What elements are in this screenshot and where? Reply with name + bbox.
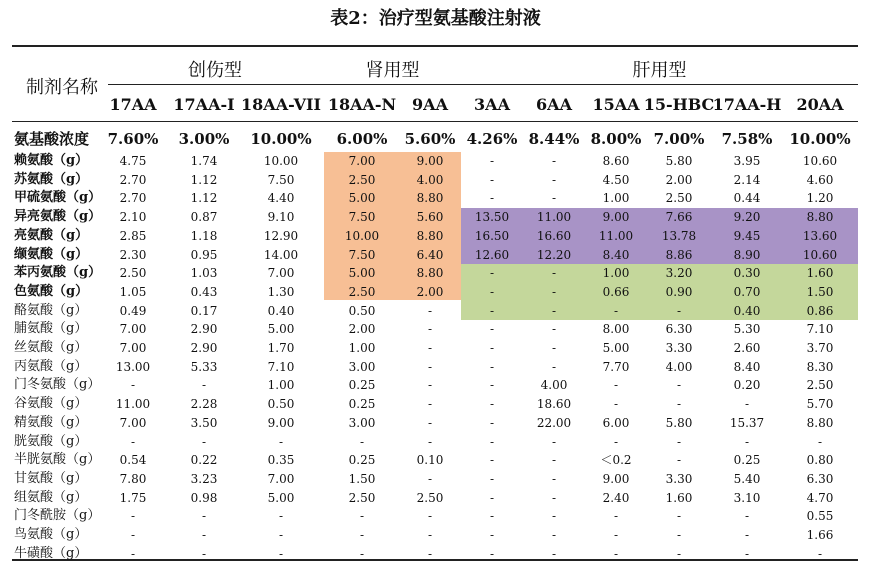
- table-cell: 8.80: [416, 191, 444, 206]
- top-rule: [12, 45, 858, 47]
- row-label: 赖氨酸（g）: [14, 153, 89, 168]
- table-cell: 16.50: [474, 228, 510, 243]
- table-cell: 7.50: [348, 210, 376, 225]
- concentration-value: 8.00%: [590, 130, 642, 148]
- table-cell: 2.40: [602, 490, 630, 505]
- row-label: 丝氨酸（g）: [14, 340, 88, 355]
- table-cell: 5.00: [267, 322, 295, 337]
- table-cell: 2.90: [190, 341, 218, 355]
- table-cell: 13.50: [474, 210, 510, 225]
- table-cell: -: [130, 509, 136, 524]
- table-cell: 0.87: [190, 210, 218, 225]
- table-cell: 9.00: [416, 154, 444, 168]
- row-label: 亮氨酸（g）: [14, 227, 89, 243]
- table-cell: 1.50: [806, 284, 834, 299]
- table-cell: 0.20: [733, 378, 761, 393]
- table-cell: 2.70: [119, 191, 147, 206]
- table-cell: -: [613, 509, 619, 524]
- table-cell: -: [551, 266, 557, 281]
- table-cell: 5.80: [665, 154, 693, 168]
- table-cell: -: [613, 434, 619, 449]
- table-cell: -: [201, 434, 207, 449]
- table-cell: -: [613, 303, 619, 318]
- table-cell: 0.80: [806, 453, 834, 468]
- column-header: 17AA: [109, 95, 157, 114]
- table-cell: -: [489, 397, 495, 412]
- table-cell: 2.10: [119, 210, 147, 225]
- table-cell: 1.12: [190, 191, 218, 206]
- table-cell: 0.35: [267, 453, 295, 468]
- table-cell: 2.60: [733, 341, 761, 355]
- table-cell: 9.20: [733, 210, 761, 225]
- row-label: 胱氨酸（g）: [14, 433, 88, 449]
- table-cell: -: [551, 172, 557, 187]
- table-cell: 5.00: [348, 191, 376, 206]
- table-cell: 0.70: [733, 284, 761, 299]
- table-cell: 4.40: [267, 191, 295, 206]
- table-cell: 0.95: [190, 247, 218, 262]
- column-header: 3AA: [474, 95, 510, 114]
- table-cell: -: [427, 322, 433, 337]
- table-cell: 14.00: [263, 247, 299, 262]
- table-cell: 1.00: [602, 191, 630, 206]
- table-cell: 0.40: [267, 303, 295, 318]
- table-cell: -: [551, 546, 557, 561]
- concentration-value: 3.00%: [178, 130, 230, 148]
- table-cell: 9.00: [602, 210, 630, 225]
- table-cell: 8.90: [733, 247, 761, 262]
- table-cell: 2.50: [416, 490, 444, 505]
- table-cell: 2.50: [348, 284, 376, 299]
- table-cell: 11.00: [115, 397, 151, 412]
- table-cell: 1.66: [806, 528, 834, 542]
- table-cell: 3.30: [665, 341, 693, 355]
- table-cell: -: [359, 509, 365, 524]
- table-cell: 0.25: [348, 397, 376, 412]
- column-header: 9AA: [412, 95, 448, 114]
- table-cell: 0.66: [602, 284, 630, 299]
- table-cell: 2.85: [119, 228, 147, 243]
- table-cell: 9.10: [267, 210, 295, 225]
- table-cell: 22.00: [536, 415, 572, 430]
- row-label: 门冬酰胺（g）: [14, 508, 101, 524]
- table-cell: -: [551, 528, 557, 542]
- table-cell: 5.00: [267, 490, 295, 505]
- table-cell: -: [676, 509, 682, 524]
- table-cell: -: [551, 490, 557, 505]
- table-cell: -: [744, 509, 750, 524]
- row-label: 苯丙氨酸（g）: [14, 265, 102, 281]
- column-header: 6AA: [536, 95, 572, 114]
- table-cell: -: [676, 453, 682, 468]
- table-cell: 3.00: [348, 415, 376, 430]
- table-cell: 1.74: [190, 154, 218, 168]
- table-cell: 13.60: [802, 228, 838, 243]
- column-header: 20AA: [796, 95, 844, 114]
- table-cell: 1.00: [602, 266, 630, 281]
- table-cell: -: [551, 453, 557, 468]
- table-cell: -: [427, 509, 433, 524]
- table-cell: 3.00: [348, 359, 376, 374]
- concentration-label: 氨基酸浓度: [14, 130, 90, 148]
- row-label: 谷氨酸（g）: [14, 396, 88, 412]
- table-cell: 3.95: [733, 154, 761, 168]
- table-cell: -: [278, 509, 284, 524]
- table-cell: 1.00: [348, 341, 376, 355]
- table-cell: 12.90: [263, 228, 299, 243]
- row-label: 丙氨酸（g）: [14, 358, 88, 374]
- table-cell: -: [278, 528, 284, 542]
- table-cell: 8.00: [602, 322, 630, 337]
- table-cell: 0.43: [190, 284, 218, 299]
- table-cell: 15.37: [729, 415, 765, 430]
- row-label: 精氨酸（g）: [14, 414, 88, 430]
- table-cell: 5.30: [733, 322, 761, 337]
- table-cell: 2.90: [190, 322, 218, 337]
- table-cell: -: [489, 191, 495, 206]
- table-cell: 7.00: [119, 341, 147, 355]
- table-cell: 4.00: [540, 378, 568, 393]
- table-cell: 16.60: [536, 228, 572, 243]
- table-cell: -: [489, 266, 495, 281]
- group-header-renal: 肾用型: [365, 60, 420, 81]
- table-cell: 5.00: [602, 341, 630, 355]
- table-cell: -: [278, 434, 284, 449]
- table-cell: 3.20: [665, 266, 693, 281]
- row-label: 酪氨酸（g）: [14, 302, 88, 318]
- table-cell: -: [676, 303, 682, 318]
- table-cell: 5.40: [733, 471, 761, 486]
- table-cell: 2.00: [665, 172, 693, 187]
- table-cell: 2.30: [119, 247, 147, 262]
- table-cell: 7.00: [267, 471, 295, 486]
- table-cell: 0.50: [348, 303, 376, 318]
- concentration-value: 8.44%: [528, 130, 580, 148]
- row-label: 牛磺酸（g）: [14, 545, 88, 561]
- table-cell: 1.20: [806, 191, 834, 206]
- row-label: 甲硫氨酸（g）: [14, 190, 102, 206]
- table-cell: 0.50: [267, 397, 295, 412]
- table-cell: 2.50: [665, 191, 693, 206]
- column-header: 15-HBC: [643, 95, 715, 114]
- concentration-value: 6.00%: [336, 130, 388, 148]
- table-cell: 10.00: [344, 228, 380, 243]
- table-cell: 6.30: [665, 322, 693, 337]
- table-cell: 1.18: [190, 228, 218, 243]
- row-header-label: 制剂名称: [26, 77, 98, 98]
- table-cell: 7.66: [665, 210, 693, 225]
- table-cell: 3.23: [190, 471, 218, 486]
- table-cell: -: [817, 434, 823, 449]
- group-header-trauma: 创伤型: [188, 60, 242, 81]
- row-label: 鸟氨酸（g）: [14, 527, 88, 542]
- group-rule: [108, 84, 858, 85]
- table-cell: -: [676, 378, 682, 393]
- table-cell: 8.80: [806, 415, 834, 430]
- table-cell: 8.80: [416, 228, 444, 243]
- table-cell: 0.86: [806, 303, 834, 318]
- table-cell: -: [427, 378, 433, 393]
- table-cell: 6.40: [416, 247, 444, 262]
- row-label: 苏氨酸（g）: [14, 171, 89, 187]
- table-cell: -: [359, 528, 365, 542]
- table-cell: 1.70: [267, 341, 295, 355]
- table-cell: 8.60: [602, 154, 630, 168]
- table-cell: 13.78: [661, 228, 697, 243]
- table-cell: -: [551, 471, 557, 486]
- table-cell: 0.54: [119, 453, 147, 468]
- table-cell: -: [427, 415, 433, 430]
- table-cell: -: [130, 378, 136, 393]
- table-cell: 1.50: [348, 471, 376, 486]
- table-cell: 1.75: [119, 490, 147, 505]
- table-cell: 0.40: [733, 303, 761, 318]
- table-cell: 5.00: [348, 266, 376, 281]
- table-cell: -: [551, 154, 557, 168]
- table-cell: 2.50: [119, 266, 147, 281]
- table-cell: -: [359, 546, 365, 561]
- table-cell: -: [359, 434, 365, 449]
- table-cell: 8.40: [602, 247, 630, 262]
- table-cell: -: [427, 397, 433, 412]
- table-cell: 5.33: [190, 359, 218, 374]
- row-label: 甘氨酸（g）: [14, 470, 88, 486]
- table-cell: -: [489, 471, 495, 486]
- table-cell: -: [278, 546, 284, 561]
- table-cell: -: [551, 284, 557, 299]
- table-cell: -: [551, 341, 557, 355]
- table-cell: 0.25: [733, 453, 761, 468]
- table-cell: 12.20: [536, 247, 572, 262]
- table-cell: -: [744, 528, 750, 542]
- table-cell: 1.60: [806, 266, 834, 281]
- table-cell: 7.10: [806, 322, 834, 337]
- table-cell: 7.00: [267, 266, 295, 281]
- table-cell: -: [489, 322, 495, 337]
- table-cell: 8.40: [733, 359, 761, 374]
- table-cell: 18.60: [536, 397, 572, 412]
- table-cell: 2.50: [806, 378, 834, 393]
- table-cell: 7.00: [119, 322, 147, 337]
- table-cell: 11.00: [598, 228, 634, 243]
- table-cell: 6.00: [602, 415, 630, 430]
- table-cell: -: [817, 546, 823, 561]
- table-cell: 0.30: [733, 266, 761, 281]
- table-cell: -: [613, 528, 619, 542]
- table-cell: -: [744, 397, 750, 412]
- table-cell: 0.55: [806, 509, 834, 524]
- table-cell: -: [676, 397, 682, 412]
- concentration-value: 7.00%: [653, 130, 705, 148]
- concentration-value: 5.60%: [404, 130, 456, 148]
- concentration-value: 10.00%: [789, 130, 851, 148]
- table-cell: -: [201, 528, 207, 542]
- row-label: 门冬氨酸（g）: [14, 377, 101, 393]
- table-cell: 8.30: [806, 359, 834, 374]
- table-cell: -: [676, 434, 682, 449]
- table-cell: 1.30: [267, 284, 295, 299]
- table-cell: 7.80: [119, 471, 147, 486]
- table-cell: 7.50: [348, 247, 376, 262]
- table-cell: 2.70: [119, 172, 147, 187]
- table-cell: 7.70: [602, 359, 630, 374]
- row-label: 半胱氨酸（g）: [14, 452, 101, 468]
- table-cell: -: [427, 546, 433, 561]
- table-cell: -: [427, 434, 433, 449]
- table-cell: 9.45: [733, 228, 761, 243]
- table-cell: 0.44: [733, 191, 761, 206]
- column-header: 18AA-N: [327, 95, 397, 114]
- table-cell: 2.00: [416, 284, 444, 299]
- column-header: 15AA: [592, 95, 640, 114]
- table-cell: -: [613, 378, 619, 393]
- table-cell: -: [489, 546, 495, 561]
- table-cell: 9.00: [267, 415, 295, 430]
- table-cell: -: [427, 471, 433, 486]
- table-cell: -: [489, 172, 495, 187]
- table-cell: 4.75: [119, 154, 147, 168]
- table-cell: 5.80: [665, 415, 693, 430]
- table-cell: -: [613, 546, 619, 561]
- column-header: 17AA-I: [173, 95, 235, 114]
- table-cell: 8.80: [806, 210, 834, 225]
- table-cell: -: [551, 303, 557, 318]
- table-cell: -: [427, 341, 433, 355]
- header-rule: [12, 121, 858, 122]
- table-cell: 4.50: [602, 172, 630, 187]
- table-cell: -: [427, 528, 433, 542]
- table-cell: -: [201, 509, 207, 524]
- table-cell: -: [676, 546, 682, 561]
- table-cell: 0.49: [119, 303, 147, 318]
- table-cell: 0.22: [190, 453, 218, 468]
- table-cell: 1.05: [119, 284, 147, 299]
- table-cell: 8.80: [416, 266, 444, 281]
- table-cell: 4.60: [806, 172, 834, 187]
- table-cell: 10.60: [802, 247, 838, 262]
- table-cell: -: [676, 528, 682, 542]
- table-cell: -: [551, 191, 557, 206]
- table-cell: 13.00: [115, 359, 151, 374]
- table-cell: 0.25: [348, 453, 376, 468]
- table-cell: 2.50: [348, 172, 376, 187]
- table-cell: 7.10: [267, 359, 295, 374]
- concentration-value: 4.26%: [466, 130, 518, 148]
- row-label: 异亮氨酸（g）: [14, 209, 102, 225]
- table-cell: -: [489, 528, 495, 542]
- table-cell: -: [489, 453, 495, 468]
- table-cell: -: [489, 434, 495, 449]
- table-cell: -: [130, 528, 136, 542]
- table-cell: -: [744, 546, 750, 561]
- table-cell: -: [427, 359, 433, 374]
- table-cell: 1.00: [267, 378, 295, 393]
- table-cell: 8.86: [665, 247, 693, 262]
- table-cell: 10.00: [263, 154, 299, 168]
- table-cell: 0.10: [416, 453, 444, 468]
- row-label: 组氨酸（g）: [14, 489, 88, 505]
- table-cell: 3.50: [190, 415, 218, 430]
- table-cell: -: [489, 509, 495, 524]
- table-cell: -: [489, 303, 495, 318]
- table-cell: -: [489, 378, 495, 393]
- table-cell: 3.30: [665, 471, 693, 486]
- table-cell: 4.00: [665, 359, 693, 374]
- table-cell: -: [489, 490, 495, 505]
- table-cell: -: [130, 546, 136, 561]
- table-cell: -: [489, 341, 495, 355]
- table-cell: 5.70: [806, 397, 834, 412]
- concentration-value: 10.00%: [250, 130, 312, 148]
- row-label: 脯氨酸（g）: [14, 321, 88, 337]
- table-cell: 5.60: [416, 210, 444, 225]
- table-cell: -: [489, 154, 495, 168]
- row-label: 缬氨酸（g）: [14, 246, 89, 262]
- table-cell: 7.50: [267, 172, 295, 187]
- table-cell: -: [489, 415, 495, 430]
- table-cell: -: [489, 359, 495, 374]
- table-cell: -: [201, 546, 207, 561]
- group-header-hepatic: 肝用型: [632, 60, 687, 81]
- table-cell: 2.50: [348, 490, 376, 505]
- table-cell: -: [744, 434, 750, 449]
- table-cell: -: [551, 322, 557, 337]
- table-cell: 0.90: [665, 284, 693, 299]
- table-title: 表2：治疗型氨基酸注射液: [330, 8, 541, 29]
- table-cell: 0.98: [190, 490, 218, 505]
- table-cell: 4.00: [416, 172, 444, 187]
- table-cell: -: [551, 509, 557, 524]
- table-cell: 2.14: [733, 172, 761, 187]
- table-cell: -: [551, 359, 557, 374]
- table-cell: 1.60: [665, 490, 693, 505]
- table-cell: -: [613, 397, 619, 412]
- table-cell: 10.60: [802, 154, 838, 168]
- table-cell: 3.10: [733, 490, 761, 505]
- table-cell: -: [489, 284, 495, 299]
- table-cell: -: [201, 378, 207, 393]
- table-cell: 2.28: [190, 397, 218, 412]
- row-label: 色氨酸（g）: [14, 283, 89, 299]
- table-cell: -: [130, 434, 136, 449]
- table-cell: 0.17: [190, 303, 218, 318]
- table-cell: ＜0.2: [600, 453, 632, 468]
- table-cell: 1.12: [190, 172, 218, 187]
- table-cell: 1.03: [190, 266, 218, 281]
- table-cell: 2.00: [348, 322, 376, 337]
- column-header: 18AA-VII: [241, 95, 321, 114]
- table-cell: 7.00: [348, 154, 376, 168]
- concentration-value: 7.58%: [721, 130, 773, 148]
- table-cell: 3.70: [806, 341, 834, 355]
- table-cell: 4.70: [806, 490, 834, 505]
- table-cell: -: [551, 434, 557, 449]
- column-header: 17AA-H: [712, 95, 782, 114]
- table-cell: 12.60: [474, 247, 510, 262]
- table-cell: 9.00: [602, 471, 630, 486]
- table-cell: 6.30: [806, 471, 834, 486]
- table-cell: 0.25: [348, 378, 376, 393]
- concentration-value: 7.60%: [107, 130, 159, 148]
- table-cell: 7.00: [119, 415, 147, 430]
- table-cell: -: [427, 303, 433, 318]
- table-cell: 11.00: [536, 210, 572, 225]
